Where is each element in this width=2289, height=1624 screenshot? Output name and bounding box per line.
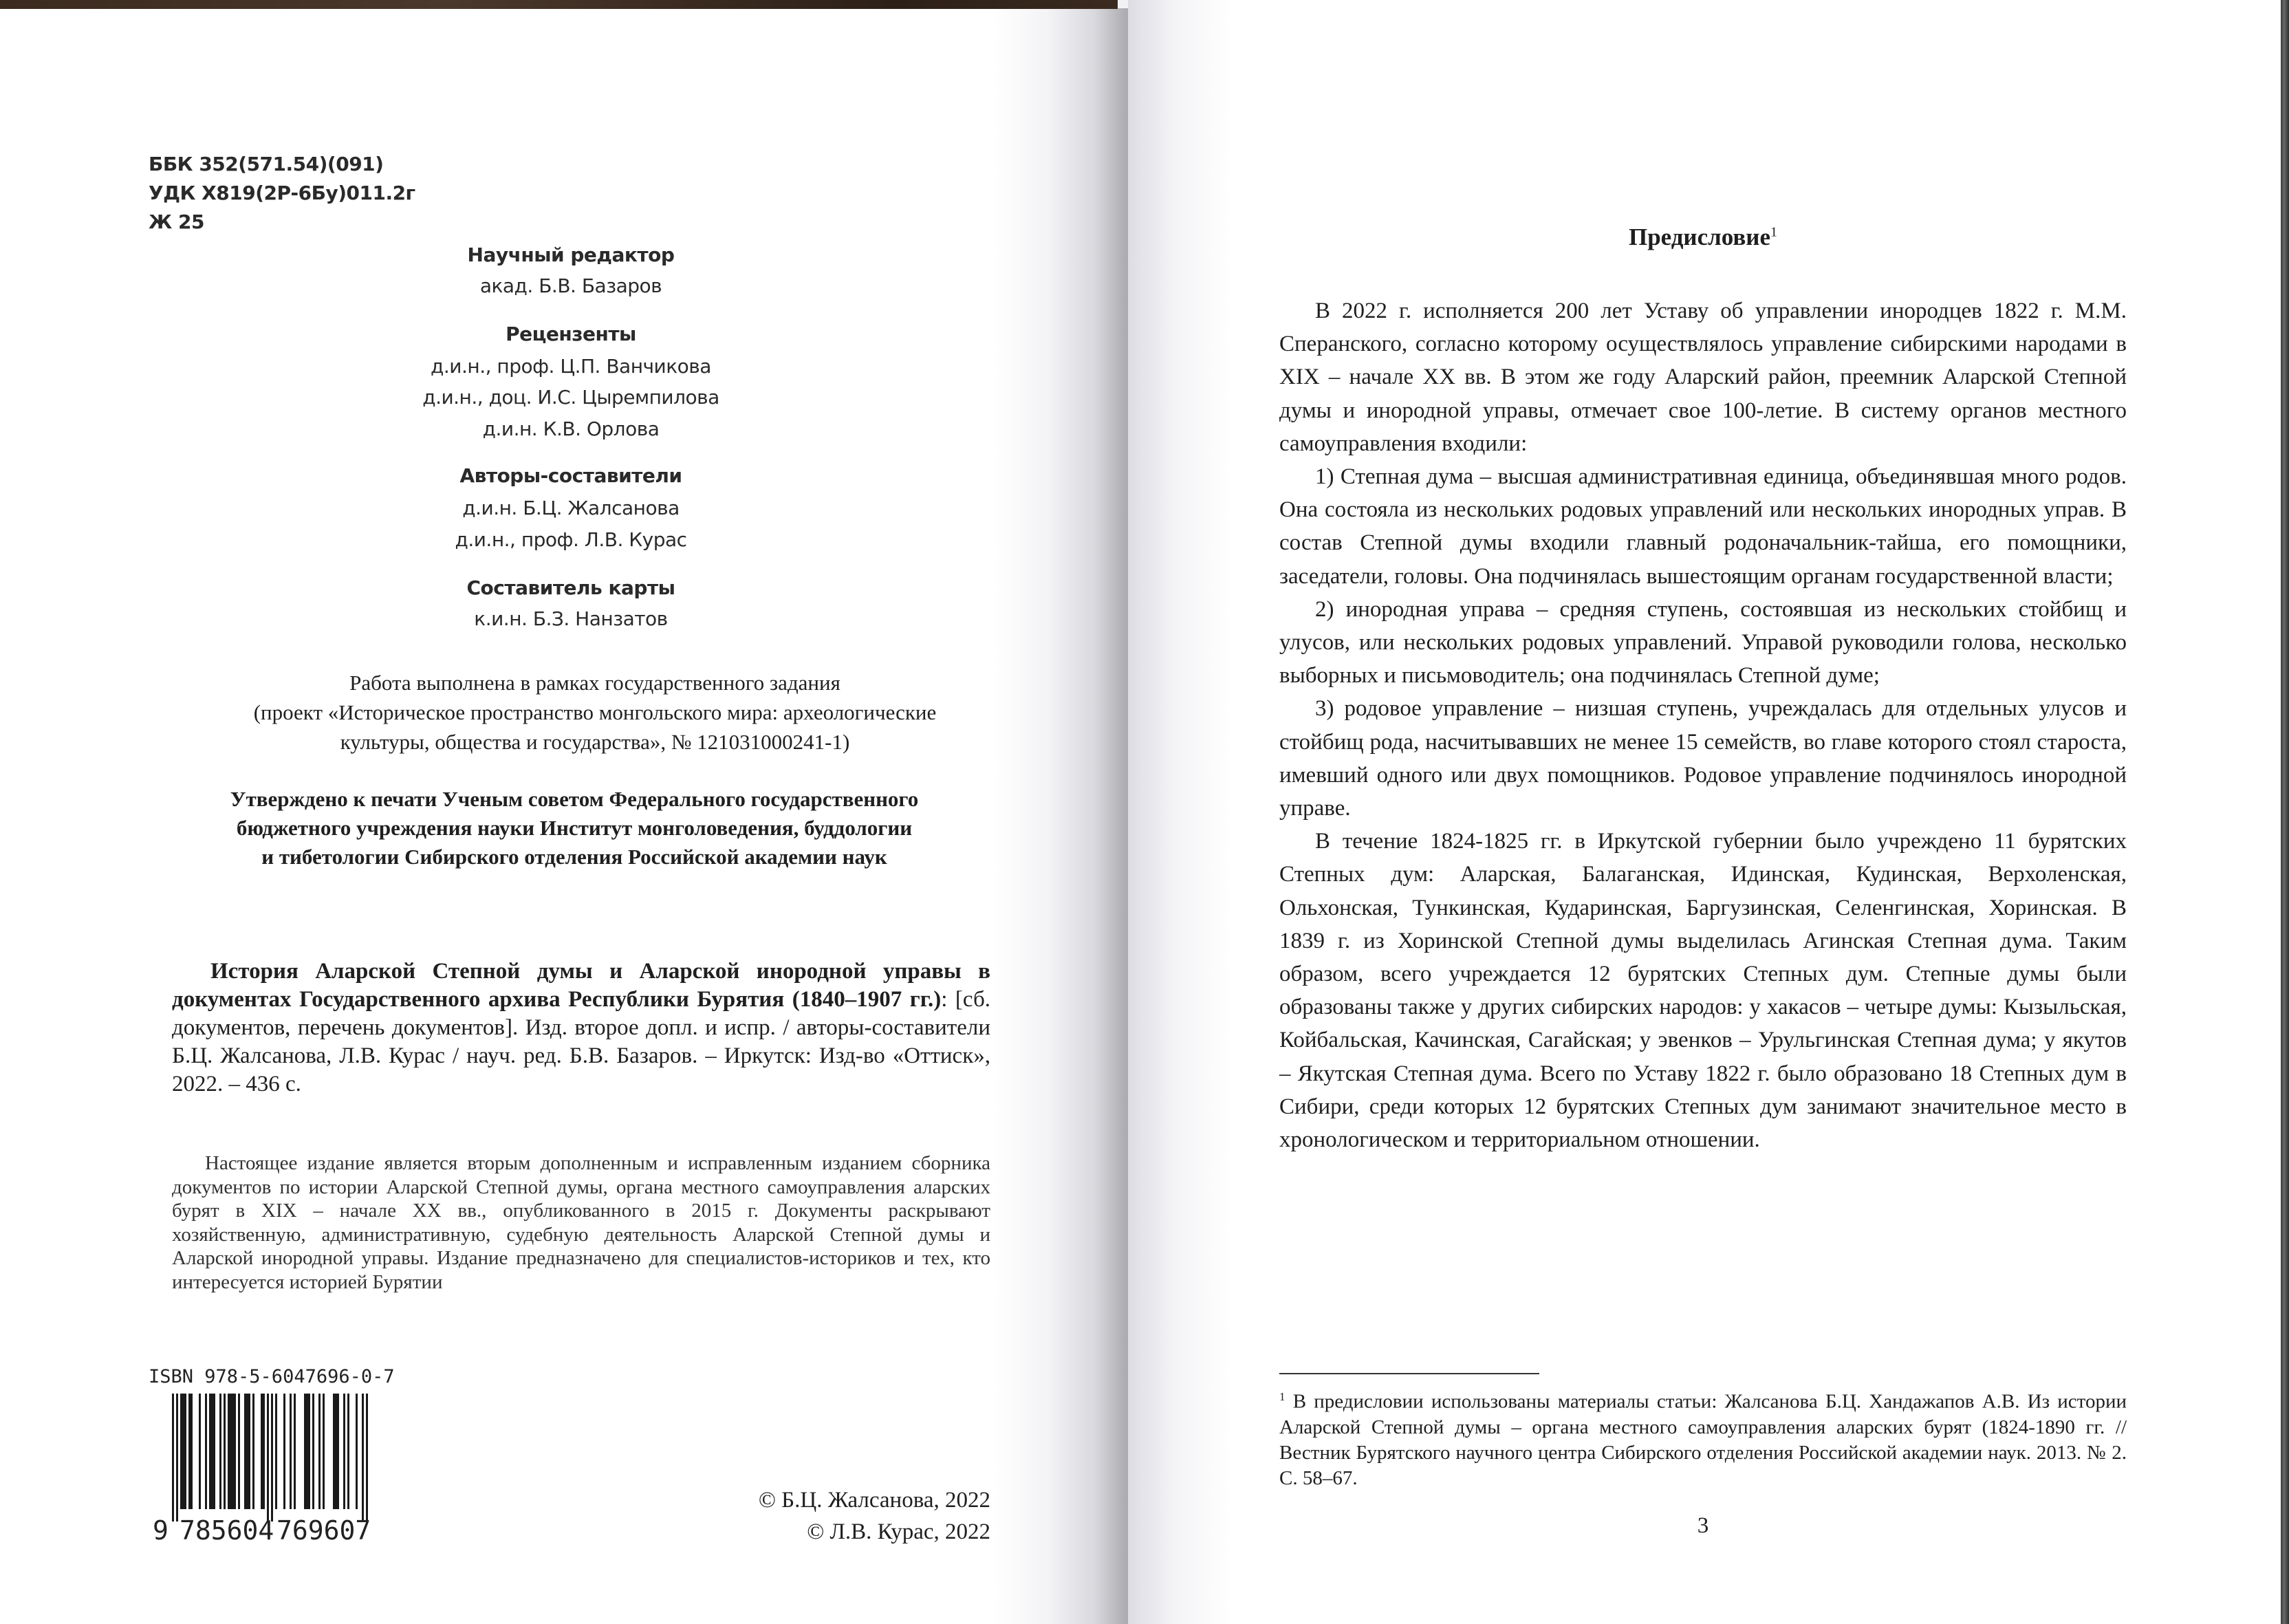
barcode-bar [275,1394,277,1509]
barcode-bar [304,1394,306,1509]
bibliographic-details: : [сб. документов, перечень документов]. Изд. второе допл. и испр. / авторы-составители Б.Ц. Жалсанова, Л.В. Курас / науч. ред. Б.В. Базаров. – Иркутск: Изд-во «Оттиск», 2022. – 436 с. [172,987,990,1096]
barcode-bar [205,1394,207,1509]
barcode-bar [248,1394,250,1509]
barcode-bar [333,1394,335,1509]
credit-name: к.и.н. Б.З. Нанзатов [474,607,668,630]
credit-name: д.и.н., проф. Л.В. Курас [455,528,687,551]
credit-name: д.и.н. Б.Ц. Жалсанова [462,497,680,519]
barcode-bar [176,1394,178,1522]
barcode-bar [172,1394,174,1522]
abstract: Настоящее издание является вторым дополненным и исправленным изданием сборника документов по истории Аларской Степной думы, органа местного самоуправления аларских бурят в XIX – начале XX вв., опубликованного в 2015 г. Документы раскрывают хозяйственную, административную, судебную деятельность Аларской Степной думы и Аларской инородной управы. Издание предназначено для специалистов-историков и тех, кто интересуется историей Бурятии [172,1152,990,1293]
barcode-bar [211,1394,213,1509]
barcode-bar [191,1394,193,1509]
grant-note [193,668,997,757]
barcode-bar [234,1394,236,1509]
barcode-bar [318,1394,321,1509]
paragraph: 2) инородная управа – средняя ступень, состоявшая из нескольких стойбищ и улусов, или нескольких родовых управлений. Управой руководили голова, несколько выборных и письмоводитель; она подчинялась Степной думе; [1279,596,2127,689]
approval-line: и тибетологии Сибирского отделения Российской академии наук [261,845,887,869]
barcode-bar [335,1394,337,1509]
approval-note [151,785,997,871]
barcode-bar [306,1394,308,1509]
barcode-bar [347,1394,349,1509]
barcode-bar [261,1394,263,1509]
barcode-bar [343,1394,345,1509]
barcode-bar [263,1394,265,1509]
paragraph: В 2022 г. исполняется 200 лет Уставу об управлении инородцев 1822 г. М.М. Сперанского, согласно которому осуществлялось управление сибирскими народами в XIX – начале XX вв. В этом же году Аларский район, преемник Аларской Степной думы и инородной управы, отмечает свое 100-летие. В систему органов местного самоуправления входили: [1279,299,2127,456]
barcode-bar [219,1394,221,1509]
barcode-bar [213,1394,215,1509]
preface-body [1279,294,2127,1156]
grant-note-line: культуры, общества и государства», № 121031000241-1) [340,730,850,754]
paragraph: 1) Степная дума – высшая административная единица, объединявшая много родов. Она состояла из нескольких родовых управлений или нескольких инородных управ. В состав Степной думы входили главный родоначальник-тайша, его помощники, заседатели, головы. Она подчинялась вышестоящим органам государственной власти; [1279,464,2127,589]
barcode-bar [362,1394,364,1522]
barcode-bar [323,1394,325,1509]
barcode-bar [283,1394,285,1509]
bbk-code: ББК 352(571.54)(091) [149,153,384,175]
barcode-bar [238,1394,240,1509]
isbn: ISBN 978-5-6047696-0-7 [149,1366,395,1387]
classification-codes [149,150,415,237]
approval-line: бюджетного учреждения науки Институт монголоведения, буддологии [236,816,913,840]
barcode-bar [246,1394,248,1509]
page-number: 3 [1697,1513,1709,1538]
barcode-bar [290,1394,292,1509]
book-title: История Аларской Степной думы и Аларской инородной управы в документах Государственного архива Республики Бурятия (1840–1907 гг.) [172,959,990,1012]
paragraph: 3) родовое управление – низшая ступень, учреждалась для отдельных улусов и стойбищ рода, насчитывавших не менее 15 семейств, во главе которого стоял староста, имевший одного или двух помощников. Родовое управление подчинялось инородной управе. [1279,696,2127,821]
barcode-bar [199,1394,201,1509]
barcode-digits: 785604 [180,1515,274,1544]
barcode-digits: 9 [153,1515,169,1544]
author-mark: Ж 25 [149,210,204,233]
preface-title [1279,224,2127,251]
preface-title-text: Предисловие [1628,224,1771,250]
credit-name: д.и.н., проф. Ц.П. Ванчикова [431,355,711,378]
barcode-bar [244,1394,246,1509]
barcode-bar [252,1394,254,1509]
barcode-bar [308,1394,310,1509]
isbn-barcode [153,1394,382,1544]
bibliographic-record [172,957,990,1098]
barcode-bar [184,1394,186,1509]
copyright-line: © Л.В. Курас, 2022 [807,1519,990,1544]
udk-code: УДК Х819(2Р-6Бу)011.2г [149,182,415,204]
credit-name: д.и.н. К.В. Орлова [482,418,660,440]
footnote-separator [1279,1373,1539,1374]
paragraph: В течение 1824-1825 гг. в Иркутской губернии было учреждено 11 бурятских Степных дум: Аларская, Балаганская, Идинская, Кудинская, Верхоленская, Ольхонская, Тункинская, Кударинская, Баргузинская, Селенгинская, Хоринская. В 1839 г. из Хоринской Степной думы выделилась Агинская Степная дума. Таким образом, всего учреждается 12 бурятских Степных дум. Степные думы были образованы также у других сибирских народов: у хакасов – четыре думы: Кызыльская, Койбальская, Качинская, Сагайская; у эвенков – Урульгинская Степная дума; у якутов – Якутская Степная дума. Всего по Уставу 1822 г. было образовано 18 Степных дум в Сибири, среди которых 12 бурятских Степных дум занимают значительное место в хронологическом и территориальном отношении. [1279,829,2127,1153]
barcode-digits: 769607 [276,1515,371,1544]
barcode-bar [337,1394,339,1509]
barcode-bar [271,1394,273,1522]
footnote-mark: 1 [1279,1390,1285,1403]
grant-note-line: Работа выполнена в рамках государственного задания [349,671,840,695]
credit-heading-map: Составитель карты [466,576,675,599]
page-edge-shadow [2281,0,2289,1624]
book-cover-edge [0,0,1118,9]
barcode-bar [209,1394,211,1509]
grant-note-line: (проект «Историческое пространство монгольского мира: археологические [253,700,937,724]
approval-line: Утверждено к печати Ученым советом Федерального государственного [230,787,919,811]
barcode-bar [232,1394,234,1509]
credit-heading-reviewers: Рецензенты [506,323,636,345]
barcode-bar [312,1394,314,1509]
barcode-bar [180,1394,182,1509]
barcode-bar [267,1394,269,1522]
barcode-bar [182,1394,184,1509]
copyright-line: © Б.Ц. Жалсанова, 2022 [758,1488,990,1513]
barcode-bar [224,1394,226,1509]
barcode-bar [366,1394,368,1522]
footnote-text: В предисловии использованы материалы статьи: Жалсанова Б.Ц. Хандажапов А.В. Из истории Аларской Степной думы – органа местного самоуправления аларских бурят (1824-1890 гг. // Вестник Бурятского научного центра Сибирского отделения Российской академии наук. 2013. № 2. С. 58–67. [1279,1390,2127,1489]
barcode-graphic [153,1394,382,1544]
barcode-bar [188,1394,191,1509]
barcode-bar [228,1394,230,1509]
footnote [1279,1384,2127,1491]
barcode-bar [294,1394,296,1509]
credit-name: д.и.н., доц. И.С. Цыремпилова [422,386,719,409]
barcode-bar [356,1394,358,1509]
barcode-bar [230,1394,232,1509]
footnote-ref: 1 [1770,224,1778,240]
credit-heading-editor: Научный редактор [467,243,675,266]
credit-heading-authors: Авторы-составители [459,464,682,487]
credit-name: акад. Б.В. Базаров [479,274,662,297]
copyright-block [619,1484,990,1548]
